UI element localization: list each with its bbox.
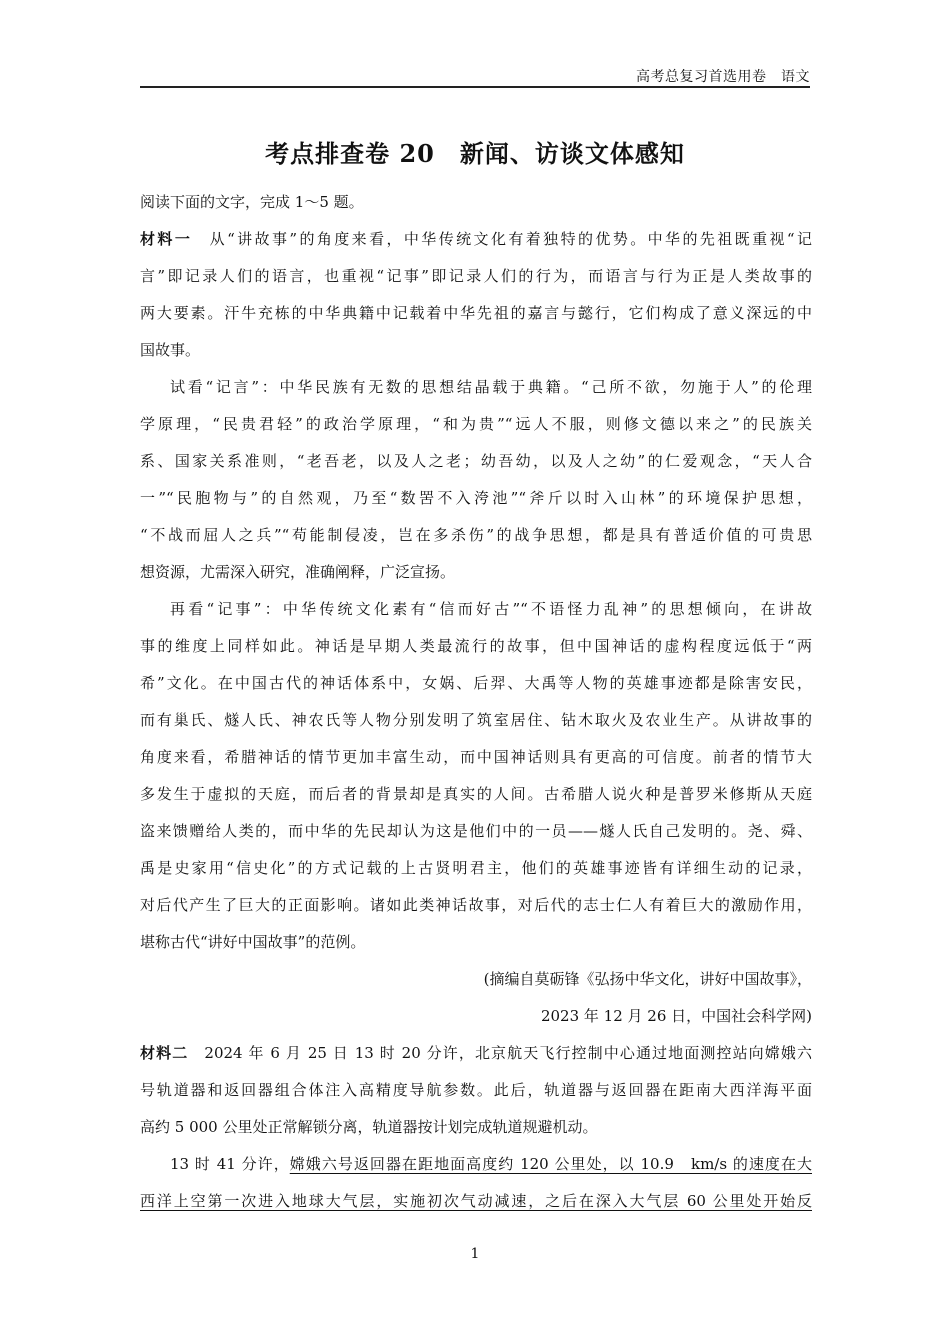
- material1-line: 国故事。: [140, 341, 201, 359]
- material2-text: 2024 年 6 月 25 日 13 时 20 分许，北京航天飞行控制中心通过地面测控站向嫦娥六: [204, 1044, 812, 1062]
- material1-line: 两大要素。汗牛充栋的中华典籍中记载着中华先祖的嘉言与懿行，它们构成了意义深远的中: [140, 304, 812, 322]
- material1-line: 希”文化。在中国古代的神话体系中，女娲、后羿、大禹等人物的英雄事迹都是除害安民，: [140, 674, 812, 692]
- material1-line: 再看“记事”：中华传统文化素有“信而好古”“不语怪力乱神”的思想倾向，在讲故: [170, 600, 812, 618]
- material1-line: 禹是史家用“信史化”的方式记载的上古贤明君主，他们的英雄事迹皆有详细生动的记录，: [140, 859, 812, 877]
- material2-time: 13 时 41 分许，: [170, 1155, 290, 1173]
- source-citation: 2023 年 12 月 26 日，中国社会科学网): [540, 1007, 812, 1025]
- underlined-text: 西洋上空第一次进入地球大气层，实施初次气动减速，之后在深入大气层 60 公里处开始反: [140, 1192, 812, 1210]
- material2-line: [140, 1150, 812, 1187]
- material1-line: 对后代产生了巨大的正面影响。诸如此类神话故事，对后代的志士仁人有着巨大的激励作用，: [140, 896, 812, 914]
- page-number: 1: [470, 1246, 480, 1262]
- material1-line: 学原理，“民贵君轻”的政治学原理，“和为贵”“远人不服，则修文德以来之”的民族关: [140, 415, 812, 433]
- material1-line: 盗来馈赠给人类的，而中华的先民却认为这是他们中的一员——燧人氏自己发明的。尧、舜、: [140, 822, 812, 840]
- material1-line: “不战而屈人之兵”“苟能制侵凌，岂在多杀伤”的战争思想，都是具有普适价值的可贵思: [140, 526, 812, 544]
- material1-text: 从“讲故事”的角度来看，中华传统文化有着独特的优势。中华的先祖既重视“记: [209, 230, 812, 248]
- material1-line: 言”即记录人们的语言，也重视“记事”即记录人们的行为，而语言与行为正是人类故事的: [140, 267, 812, 285]
- material1-line: 而有巢氏、燧人氏、神农氏等人物分别发明了筑室居住、钻木取火及农业生产。从讲故事的: [140, 711, 812, 729]
- material1-label: 材料一: [140, 230, 193, 248]
- source-citation: (摘编自莫砺锋《弘扬中华文化，讲好中国故事》，: [483, 970, 812, 988]
- material1-line: 一”“民胞物与”的自然观，乃至“数罟不入洿池”“斧斤以时入山林”的环境保护思想，: [140, 489, 812, 507]
- running-header: 高考总复习首选用卷 语文: [636, 69, 810, 85]
- instruction: 阅读下面的文字，完成 1～5 题。: [140, 193, 364, 211]
- material2-line: 高约 5 000 公里处正常解锁分离，轨道器按计划完成轨道规避机动。: [140, 1118, 598, 1136]
- material1-line: 多发生于虚拟的天庭，而后者的背景却是真实的人间。古希腊人说火种是普罗米修斯从天庭: [140, 785, 812, 803]
- material1-line: 角度来看，希腊神话的情节更加丰富生动，而中国神话则具有更高的可信度。前者的情节大: [140, 748, 812, 766]
- header-divider: [140, 86, 810, 88]
- underlined-text: 嫦娥六号返回器在距地面高度约 120 公里处，以 10.9 km/s 的速度在大: [289, 1155, 812, 1173]
- material1-line: 想资源，尤需深入研究，准确阐释，广泛宣扬。: [140, 563, 456, 581]
- material2-line: [140, 1039, 812, 1076]
- material1-line: 堪称古代“讲好中国故事”的范例。: [140, 933, 366, 951]
- material1-line: 试看“记言”：中华民族有无数的思想结晶载于典籍。“己所不欲，勿施于人”的伦理: [170, 378, 812, 396]
- document-body: [140, 188, 812, 1224]
- material2-label: 材料二: [140, 1044, 189, 1062]
- material1-line: 系、国家关系准则，“老吾老，以及人之老；幼吾幼，以及人之幼”的仁爱观念，“天人合: [140, 452, 812, 470]
- page-title: 考点排查卷 20 新闻、访谈文体感知: [265, 139, 685, 168]
- material2-line: 号轨道器和返回器组合体注入高精度导航参数。此后，轨道器与返回器在距南大西洋海平面: [140, 1081, 812, 1099]
- material1-line: 事的维度上同样如此。神话是早期人类最流行的故事，但中国神话的虚构程度远低于“两: [140, 637, 812, 655]
- material1-line: [140, 225, 812, 262]
